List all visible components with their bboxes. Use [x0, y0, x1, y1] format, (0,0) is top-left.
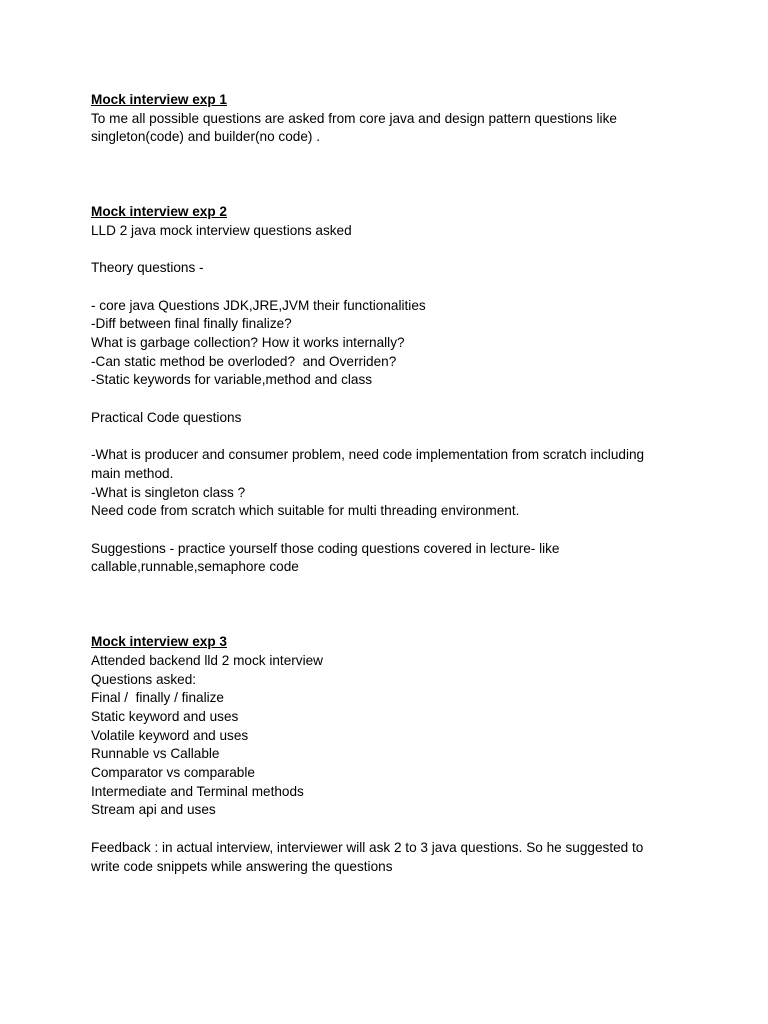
text-line: Static keyword and uses [91, 708, 239, 724]
text-line: write code snippets while answering the questions [91, 858, 393, 874]
text-line: callable,runnable,semaphore code [91, 559, 299, 575]
section-heading: Mock interview exp 2 [91, 204, 227, 220]
text-line: Suggestions - practice yourself those coding questions covered in lecture- like [91, 540, 560, 556]
text-line: Feedback : in actual interview, interviewer will ask 2 to 3 java questions. So he suggested to [91, 839, 644, 855]
document-content [91, 91, 691, 876]
text-line: -Can static method be overloded? and Overriden? [91, 353, 397, 369]
text-line: -Diff between final finally finalize? [91, 316, 292, 332]
text-line: Attended backend lld 2 mock interview [91, 652, 323, 668]
section-heading: Mock interview exp 1 [91, 92, 227, 107]
text-line: Practical Code questions [91, 409, 242, 425]
text-line: Comparator vs comparable [91, 765, 255, 781]
blank-line [91, 278, 691, 297]
text-line: main method. [91, 465, 174, 481]
text-line: Final / finally / finalize [91, 690, 224, 706]
text-line: Theory questions - [91, 260, 204, 276]
text-line: To me all possible questions are asked from core java and design pattern questions like [91, 110, 617, 126]
blank-line [91, 390, 691, 409]
text-line: Intermediate and Terminal methods [91, 783, 304, 799]
section-mock-interview-2 [91, 203, 691, 577]
text-line: Questions asked: [91, 671, 197, 687]
text-line: - core java Questions JDK,JRE,JVM their functionalities [91, 297, 426, 313]
text-line: singleton(code) and builder(no code) . [91, 129, 320, 145]
blank-line [91, 241, 691, 260]
blank-line [91, 521, 691, 540]
text-line: Volatile keyword and uses [91, 727, 249, 743]
text-line: Stream api and uses [91, 802, 216, 818]
text-line: -Static keywords for variable,method and class [91, 372, 373, 388]
text-line: LLD 2 java mock interview questions asked [91, 222, 352, 238]
blank-line [91, 428, 691, 447]
text-line: What is garbage collection? How it works internally? [91, 335, 405, 350]
text-line: -What is producer and consumer problem, need code implementation from scratch including [91, 447, 645, 463]
text-line: -What is singleton class ? [91, 484, 246, 500]
section-mock-interview-1 [91, 91, 691, 147]
blank-line [91, 820, 691, 839]
text-line: Need code from scratch which suitable for multi threading environment. [91, 503, 520, 519]
section-mock-interview-3 [91, 633, 691, 876]
text-line: Runnable vs Callable [91, 746, 220, 762]
section-heading: Mock interview exp 3 [91, 634, 227, 650]
